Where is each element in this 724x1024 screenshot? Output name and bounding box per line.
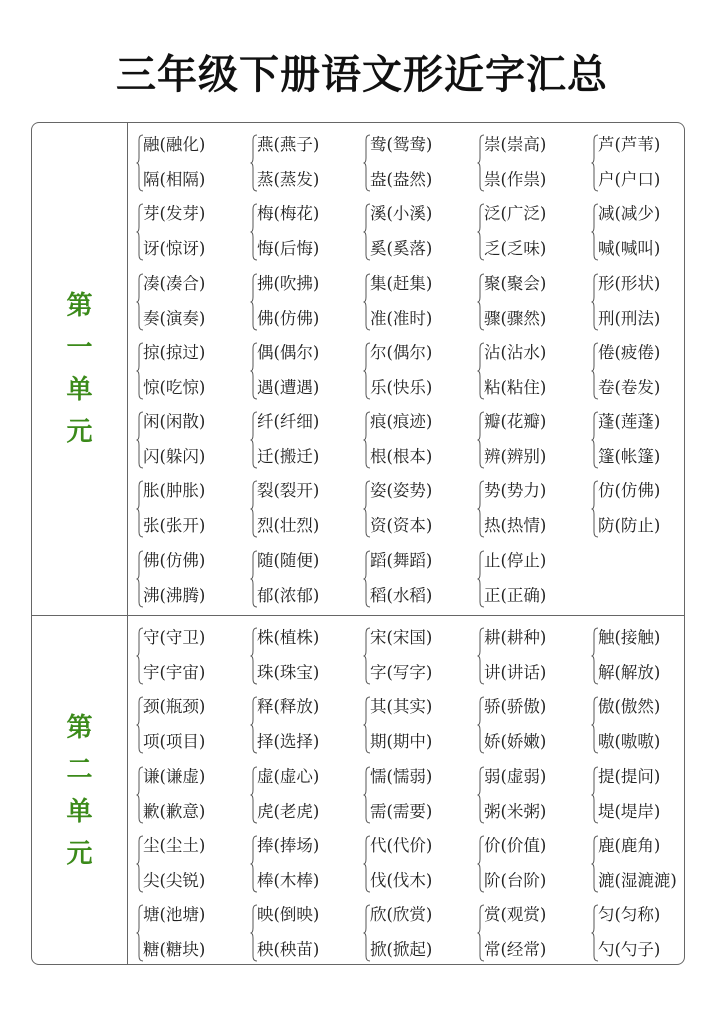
char-entry: 释(释放): [257, 697, 320, 717]
char-entry: 代(代价): [370, 835, 433, 855]
char-entry: 乏(乏味): [484, 239, 547, 259]
char-entry: 隔(相隔): [143, 170, 206, 189]
char-entry: 骄(骄傲): [484, 697, 547, 717]
unit-label-char: 二: [66, 755, 93, 785]
char-entry: 刑(刑法): [598, 308, 661, 328]
char-entry: 尖(尖锐): [143, 870, 206, 890]
char-entry: 奚(奚落): [370, 239, 433, 259]
char-pair: [128, 337, 242, 406]
char-pair: [128, 406, 242, 475]
char-entry: 粘(粘住): [484, 377, 547, 397]
char-entry: 偶(偶尔): [257, 342, 320, 362]
char-entry: 字(写字): [370, 663, 433, 682]
char-entry: 烈(壮烈): [257, 516, 320, 536]
char-entry: 稻(水稻): [370, 585, 433, 605]
char-entry: 鹿(鹿角): [598, 835, 661, 855]
char-pair: [583, 268, 685, 337]
page-title: 三年级下册语文形近字汇总: [116, 52, 608, 98]
char-entry: 娇(娇嫩): [484, 732, 547, 752]
char-entry: 乐(快乐): [370, 377, 433, 397]
char-pair: [242, 337, 356, 406]
char-entry: 裂(裂开): [257, 481, 320, 501]
char-entry: 耕(耕种): [484, 628, 547, 647]
char-entry: 伐(伐木): [370, 870, 433, 890]
char-entry: 聚(聚会): [484, 273, 547, 293]
char-entry: 歉(歉意): [143, 801, 206, 821]
char-entry: 溪(小溪): [370, 204, 433, 224]
char-entry: 集(赶集): [370, 273, 433, 293]
char-entry: 珠(珠宝): [257, 663, 320, 682]
char-entry: 闪(躲闪): [143, 447, 206, 467]
char-entry: 堤(堤岸): [598, 801, 661, 821]
char-entry: 瓣(花瓣): [484, 412, 547, 432]
char-pair: [469, 899, 583, 965]
char-pair: [128, 622, 242, 691]
char-pair: [355, 691, 469, 760]
char-pair: [128, 129, 242, 198]
char-entry: 鸯(鸳鸯): [370, 135, 433, 154]
char-pair: [355, 899, 469, 965]
unit-label: [32, 123, 128, 615]
char-pair: [583, 622, 685, 691]
char-entry: 惊(吃惊): [143, 377, 206, 397]
char-entry: 解(解放): [598, 663, 661, 682]
char-pair: [242, 622, 356, 691]
char-entry: 蹈(舞蹈): [370, 550, 433, 570]
char-entry: 粥(米粥): [484, 801, 547, 821]
unit-label-char: 单: [66, 375, 93, 405]
char-pair: [583, 475, 685, 544]
char-entry: 正(正确): [484, 585, 547, 605]
char-pair: [469, 268, 583, 337]
char-entry: 守(守卫): [143, 628, 206, 647]
char-pair: [355, 545, 469, 614]
char-entry: 捧(捧场): [257, 835, 320, 855]
char-entry: 资(资本): [370, 516, 433, 536]
char-entry: 骤(骤然): [484, 308, 547, 328]
char-entry: 蓬(莲蓬): [598, 412, 661, 432]
char-pair: [469, 406, 583, 475]
char-entry: 倦(疲倦): [598, 342, 661, 362]
char-pair: [242, 268, 356, 337]
char-entry: 芦(芦苇): [598, 135, 661, 154]
char-entry: 迁(搬迁): [257, 447, 320, 467]
char-pair: [128, 545, 242, 614]
char-entry: 悔(后悔): [257, 239, 320, 259]
char-entry: 沸(沸腾): [143, 585, 206, 605]
char-pair: [128, 761, 242, 830]
char-entry: 融(融化): [143, 135, 206, 154]
char-pair: [242, 899, 356, 965]
char-entry: 芽(发芽): [143, 204, 206, 224]
char-entry: 户(户口): [598, 170, 661, 189]
char-entry: 凑(凑合): [143, 273, 206, 293]
unit-label-char: 第: [66, 713, 93, 743]
char-entry: 懦(懦弱): [370, 766, 433, 786]
char-pair: [355, 268, 469, 337]
char-pair: [355, 198, 469, 267]
char-entry: 佛(仿佛): [257, 308, 320, 328]
char-entry: 掠(掠过): [143, 342, 206, 362]
char-pair: [355, 406, 469, 475]
char-entry: 择(选择): [257, 732, 320, 752]
char-entry: 减(减少): [598, 204, 661, 224]
char-pair: [242, 761, 356, 830]
unit-label: [32, 616, 128, 965]
unit-section: [32, 123, 684, 616]
char-entry: 尔(偶尔): [370, 342, 433, 362]
unit-label-char: 一: [66, 333, 93, 363]
char-pair: [583, 198, 685, 267]
char-entry: 其(其实): [370, 697, 433, 717]
char-entry: 胀(肿胀): [143, 481, 206, 501]
char-entry: 讲(讲话): [484, 663, 547, 682]
char-entry: 棒(木棒): [257, 870, 320, 890]
char-entry: 尘(尘土): [143, 835, 206, 855]
char-entry: 喊(喊叫): [598, 239, 661, 259]
char-entry: 随(随便): [257, 550, 320, 570]
char-entry: 崇(崇高): [484, 135, 547, 154]
char-entry: 傲(傲然): [598, 697, 661, 717]
char-entry: 奏(演奏): [143, 308, 206, 328]
unit-section: [32, 616, 684, 965]
char-pair: [242, 406, 356, 475]
char-pair: [355, 830, 469, 899]
char-entry: 塘(池塘): [143, 905, 206, 925]
char-entry: 形(形状): [598, 273, 661, 293]
char-entry: 秧(秧苗): [257, 940, 320, 960]
char-entry: 热(热情): [484, 516, 547, 536]
char-entry: 阶(台阶): [484, 870, 547, 890]
char-pair: [583, 337, 685, 406]
char-pair: [355, 129, 469, 198]
char-entry: 常(经常): [484, 940, 547, 960]
char-pair: [128, 475, 242, 544]
char-pair: [128, 899, 242, 965]
char-entry: 需(需要): [370, 801, 433, 821]
char-entry: 辨(辨别): [484, 447, 547, 467]
char-entry: 价(价值): [484, 835, 547, 855]
char-entry: 糖(糖块): [143, 940, 206, 960]
char-pair: [469, 761, 583, 830]
char-entry: 仿(仿佛): [598, 481, 661, 501]
char-entry: 株(植株): [257, 628, 320, 647]
char-entry: 项(项目): [143, 732, 206, 752]
char-entry: 讶(惊讶): [143, 239, 206, 259]
char-pair: [355, 761, 469, 830]
unit-label-char: 单: [66, 797, 93, 827]
char-entry: 祟(作祟): [484, 170, 547, 189]
char-entry: 沾(沾水): [484, 342, 547, 362]
char-entry: 郁(浓郁): [257, 585, 320, 605]
char-pair: [583, 691, 685, 760]
char-entry: 止(停止): [484, 550, 547, 570]
char-entry: 期(期中): [370, 732, 433, 752]
char-pair: [583, 761, 685, 830]
char-entry: 勺(勺子): [598, 940, 661, 960]
char-entry: 篷(帐篷): [598, 447, 661, 467]
char-entry: 势(势力): [484, 481, 547, 501]
char-pair: [469, 691, 583, 760]
char-pair: [583, 406, 685, 475]
char-entry: 欣(欣赏): [370, 905, 433, 925]
char-entry: 颈(瓶颈): [143, 697, 206, 717]
char-entry: 嗷(嗷嗷): [598, 732, 661, 752]
char-entry: 梅(梅花): [257, 204, 320, 224]
char-pair: [469, 545, 583, 614]
char-entry: 张(张开): [143, 516, 206, 536]
char-entry: 掀(掀起): [370, 940, 433, 960]
char-pair: [128, 198, 242, 267]
char-entry: 姿(姿势): [370, 481, 433, 501]
char-entry: 匀(匀称): [598, 905, 661, 925]
char-pair: [242, 198, 356, 267]
char-entry: 痕(痕迹): [370, 412, 433, 432]
char-pair: [469, 475, 583, 544]
char-pair: [469, 198, 583, 267]
char-pair: [242, 129, 356, 198]
char-entry: 提(提问): [598, 766, 661, 786]
char-entry: 漉(湿漉漉): [598, 870, 677, 890]
char-pair: [469, 622, 583, 691]
unit-label-char: 元: [66, 839, 93, 869]
char-entry: 宇(宇宙): [143, 663, 206, 682]
char-entry: 拂(吹拂): [257, 273, 320, 293]
char-pair: [583, 129, 685, 198]
char-entry: 触(接触): [598, 628, 661, 647]
unit-label-char: 第: [66, 291, 93, 321]
word-table: [31, 122, 685, 965]
char-entry: 泛(广泛): [484, 204, 547, 224]
char-entry: 蒸(蒸发): [257, 170, 320, 189]
char-pair: [128, 268, 242, 337]
char-pair: [355, 622, 469, 691]
char-pair: [469, 129, 583, 198]
char-entry: 燕(燕子): [257, 135, 320, 154]
char-entry: 根(根本): [370, 447, 433, 467]
char-entry: 谦(谦虚): [143, 766, 206, 786]
char-pair: [469, 830, 583, 899]
char-pair: [242, 475, 356, 544]
char-pair: [355, 337, 469, 406]
char-pair: [128, 830, 242, 899]
char-entry: 准(准时): [370, 308, 433, 328]
char-entry: 盎(盎然): [370, 170, 433, 189]
char-entry: 虚(虚心): [257, 766, 320, 786]
char-entry: 纤(纤细): [257, 412, 320, 432]
char-pair: [583, 830, 685, 899]
char-pair: [583, 899, 685, 965]
char-entry: 虎(老虎): [257, 801, 320, 821]
char-entry: 防(防止): [598, 516, 661, 536]
char-pair: [355, 475, 469, 544]
char-pair: [242, 691, 356, 760]
char-entry: 遇(遭遇): [257, 377, 320, 397]
char-entry: 弱(虚弱): [484, 766, 547, 786]
char-entry: 赏(观赏): [484, 905, 547, 925]
char-entry: 宋(宋国): [370, 628, 433, 647]
char-entry: 映(倒映): [257, 905, 320, 925]
char-pair: [242, 545, 356, 614]
char-pair: [128, 691, 242, 760]
unit-label-char: 元: [66, 417, 93, 447]
char-pair: [469, 337, 583, 406]
char-entry: 佛(仿佛): [143, 550, 206, 570]
char-entry: 卷(卷发): [598, 377, 661, 397]
char-pair: [242, 830, 356, 899]
char-entry: 闲(闲散): [143, 412, 206, 432]
